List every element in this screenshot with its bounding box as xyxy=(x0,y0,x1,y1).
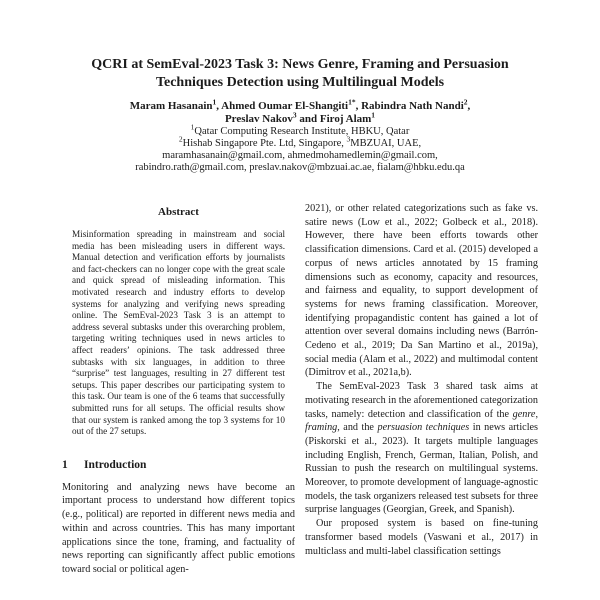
affiliation-superscript: 2 xyxy=(178,134,183,144)
affiliation-line-2 xyxy=(60,134,540,150)
task-description-paragraph xyxy=(305,380,538,517)
authors-block xyxy=(60,97,540,126)
affiliation-text: Hishab Singapore Pte. Ltd, Singapore, xyxy=(182,138,347,149)
section-1-heading xyxy=(62,458,295,472)
italic-term-persuasion-techniques: persuasion techniques xyxy=(377,422,470,434)
author-superscript: 1* xyxy=(348,97,356,107)
author-superscript: 1 xyxy=(371,110,376,120)
author-name: Preslav Nakov xyxy=(224,113,293,125)
right-column xyxy=(305,200,538,577)
author-separator: , xyxy=(467,100,471,112)
paragraph-text: in news articles (Piskorski et al., 2023). It targets multiple languages including English, French, German, Italian, Polish, and Russian to push the research on multilingual systems. Moreover, to promote development of language-agnostic models, the task organizers released test subsets for three surprise languages (Georgian, Greek, and Spanish). xyxy=(305,422,539,516)
left-column xyxy=(62,200,295,577)
author-name: and Firoj Alam xyxy=(296,113,372,125)
italic-term-genre: genre xyxy=(512,408,536,420)
author-line-1 xyxy=(60,97,540,113)
paper-title-line-2: Techniques Detection using Multilingual Models xyxy=(155,75,445,90)
paragraph-text: , and the xyxy=(337,422,378,434)
section-title: Introduction xyxy=(84,458,147,471)
author-name: , Rabindra Nath Nandi xyxy=(355,100,464,112)
author-superscript: 1 xyxy=(212,97,217,107)
author-superscript: 2 xyxy=(463,97,468,107)
author-name: Maram Hasanain xyxy=(129,100,213,112)
paper-title-line-1: QCRI at SemEval-2023 Task 3: News Genre, Framing and Persuasion xyxy=(91,57,509,72)
email-line-1: maramhasanain@gmail.com, ahmedmohamedlemin@gmail.com, xyxy=(162,150,438,161)
affiliation-text: Qatar Computing Research Institute, HBKU, Qatar xyxy=(194,126,410,137)
author-superscript: 3 xyxy=(292,110,297,120)
section-number: 1 xyxy=(62,458,68,471)
title-block xyxy=(60,56,540,174)
abstract-heading: Abstract xyxy=(158,206,199,218)
introduction-paragraph: Monitoring and analyzing news have become an important process to understand how different topics (e.g., political) are reported in different news media and within and across countries. This has many important applications since the tone, framing, and factuality of news reporting can significantly affect public emotions toward social or political agen- xyxy=(62,481,295,575)
abstract-text: Misinformation spreading in mainstream and social media has been misleading users in different ways. Manual detection and verification efforts by journalists and fact-checkers can no longer cope with the great scale and quick spread of misleading information. This motivated research and industry efforts to develop systems for analyzing and verifying news spreading online. The SemEval-2023 Task 3 is an attempt to address several subtasks under this overarching problem, targeting writing techniques used in news articles to affect readers’ opinions. The task addressed three subtasks with six languages, in addition to three “surprise” test languages, resulting in 27 different test setups. This paper describes our participating system to this task. Our team is one of the 6 teams that successfully submitted runs for all setups. The official results show that our system is ranked among the top 3 systems for 10 out of the 27 setups. xyxy=(72,229,285,437)
affiliation-line-1 xyxy=(60,122,540,138)
email-line-2: rabindro.rath@gmail.com, preslav.nakov@mbzuai.ac.ae, fialam@hbku.edu.qa xyxy=(135,162,465,173)
author-line-2 xyxy=(60,110,540,126)
italic-term-framing: framing xyxy=(305,422,338,434)
paragraph-text: The SemEval-2023 Task 3 shared task aims at motivating research in the aforementioned categorization tasks, namely: detection and classification of the xyxy=(305,381,538,420)
affiliation-superscript: 3 xyxy=(346,134,351,144)
affiliation-superscript: 1 xyxy=(190,122,195,132)
author-name: , Ahmed Oumar El-Shangiti xyxy=(216,100,349,112)
paragraph-text: , xyxy=(535,408,538,420)
continuation-paragraph: 2021), or other related categorizations such as fake vs. satire news (Low et al., 2022; Golbeck et al., 2018). However, there have been efforts towards other classification dimensions. Card et al. (2015) developed a corpus of news articles annotated by 15 framing dimensions such as economy, capacity and resources, and fairness and equality, to support development of systems for news framing classification. Moreover, identifying propagandistic content has gained a lot of attention over several domains including news (Barrón-Cedeno et al., 2019; Da San Martino et al., 2019a), social media (Alam et al., 2022) and multimodal content (Dimitrov et al., 2021a,b). xyxy=(305,203,538,379)
system-overview-paragraph: Our proposed system is based on fine-tuning transformer based models (Vaswani et al., 2017) in multiclass and multi-label classification settings xyxy=(305,518,538,557)
affiliation-text: MBZUAI, UAE, xyxy=(350,138,422,149)
two-column-body xyxy=(62,200,538,577)
